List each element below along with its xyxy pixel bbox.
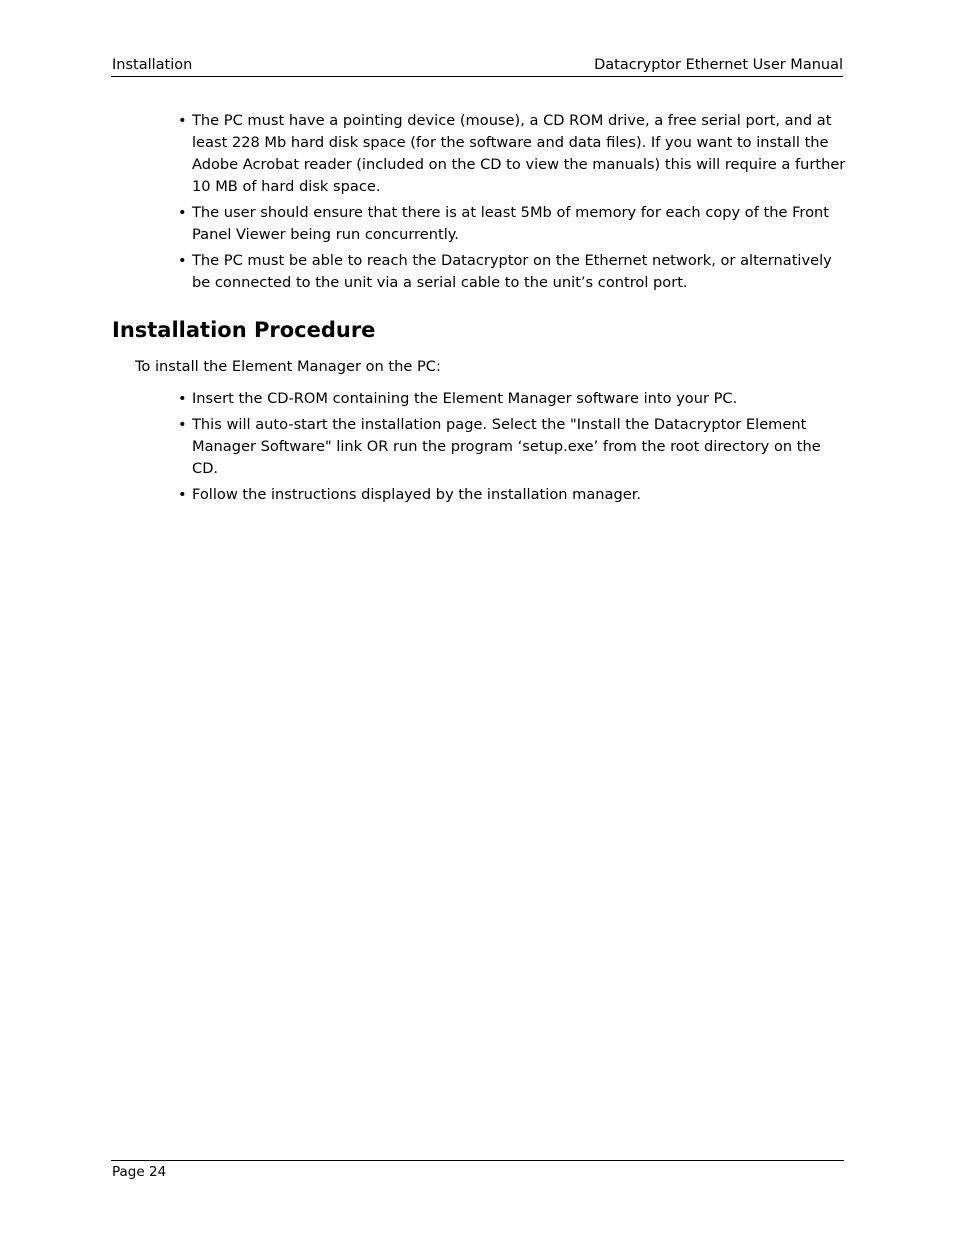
list-item: [175, 202, 847, 246]
list-item-text: This will auto-start the installation page. Select the "Install the Datacryptor Element Manager Software" link OR run the program ‘setup.exe’ from the root directory on the CD.: [192, 416, 821, 477]
bullet-icon: •: [178, 204, 187, 221]
page-header: [111, 56, 843, 77]
bullet-icon: •: [178, 112, 187, 129]
page-number: Page 24: [112, 1164, 167, 1180]
section-heading: Installation Procedure: [112, 318, 376, 342]
list-item: [175, 110, 847, 198]
list-item-text: Insert the CD-ROM containing the Element Manager software into your PC.: [192, 390, 738, 407]
list-item: [175, 414, 847, 480]
list-item-text: The PC must be able to reach the Datacryptor on the Ethernet network, or alternatively be connected to the unit via a serial cable to the unit’s control port.: [192, 252, 832, 291]
list-item: [175, 388, 847, 410]
bullet-icon: •: [178, 416, 187, 433]
procedure-steps-list: [175, 388, 847, 510]
bullet-icon: •: [178, 486, 187, 503]
bullet-icon: •: [178, 390, 187, 407]
requirements-list: [175, 110, 847, 298]
list-item-text: Follow the instructions displayed by the installation manager.: [192, 486, 642, 503]
list-item: [175, 250, 847, 294]
procedure-intro: To install the Element Manager on the PC:: [135, 358, 441, 375]
list-item-text: The user should ensure that there is at least 5Mb of memory for each copy of the Front Panel Viewer being run concurrently.: [192, 204, 830, 243]
list-item-text: The PC must have a pointing device (mouse), a CD ROM drive, a free serial port, and at least 228 Mb hard disk space (for the software and data files). If you want to install the Adobe Acrobat reader (included on the CD to view the manuals) this will require a further 10 MB of hard disk space.: [192, 112, 846, 195]
bullet-icon: •: [178, 252, 187, 269]
list-item: [175, 484, 847, 506]
page-footer: [111, 1160, 844, 1180]
header-manual-title: Datacryptor Ethernet User Manual: [594, 57, 843, 73]
header-section-title: Installation: [112, 57, 193, 73]
